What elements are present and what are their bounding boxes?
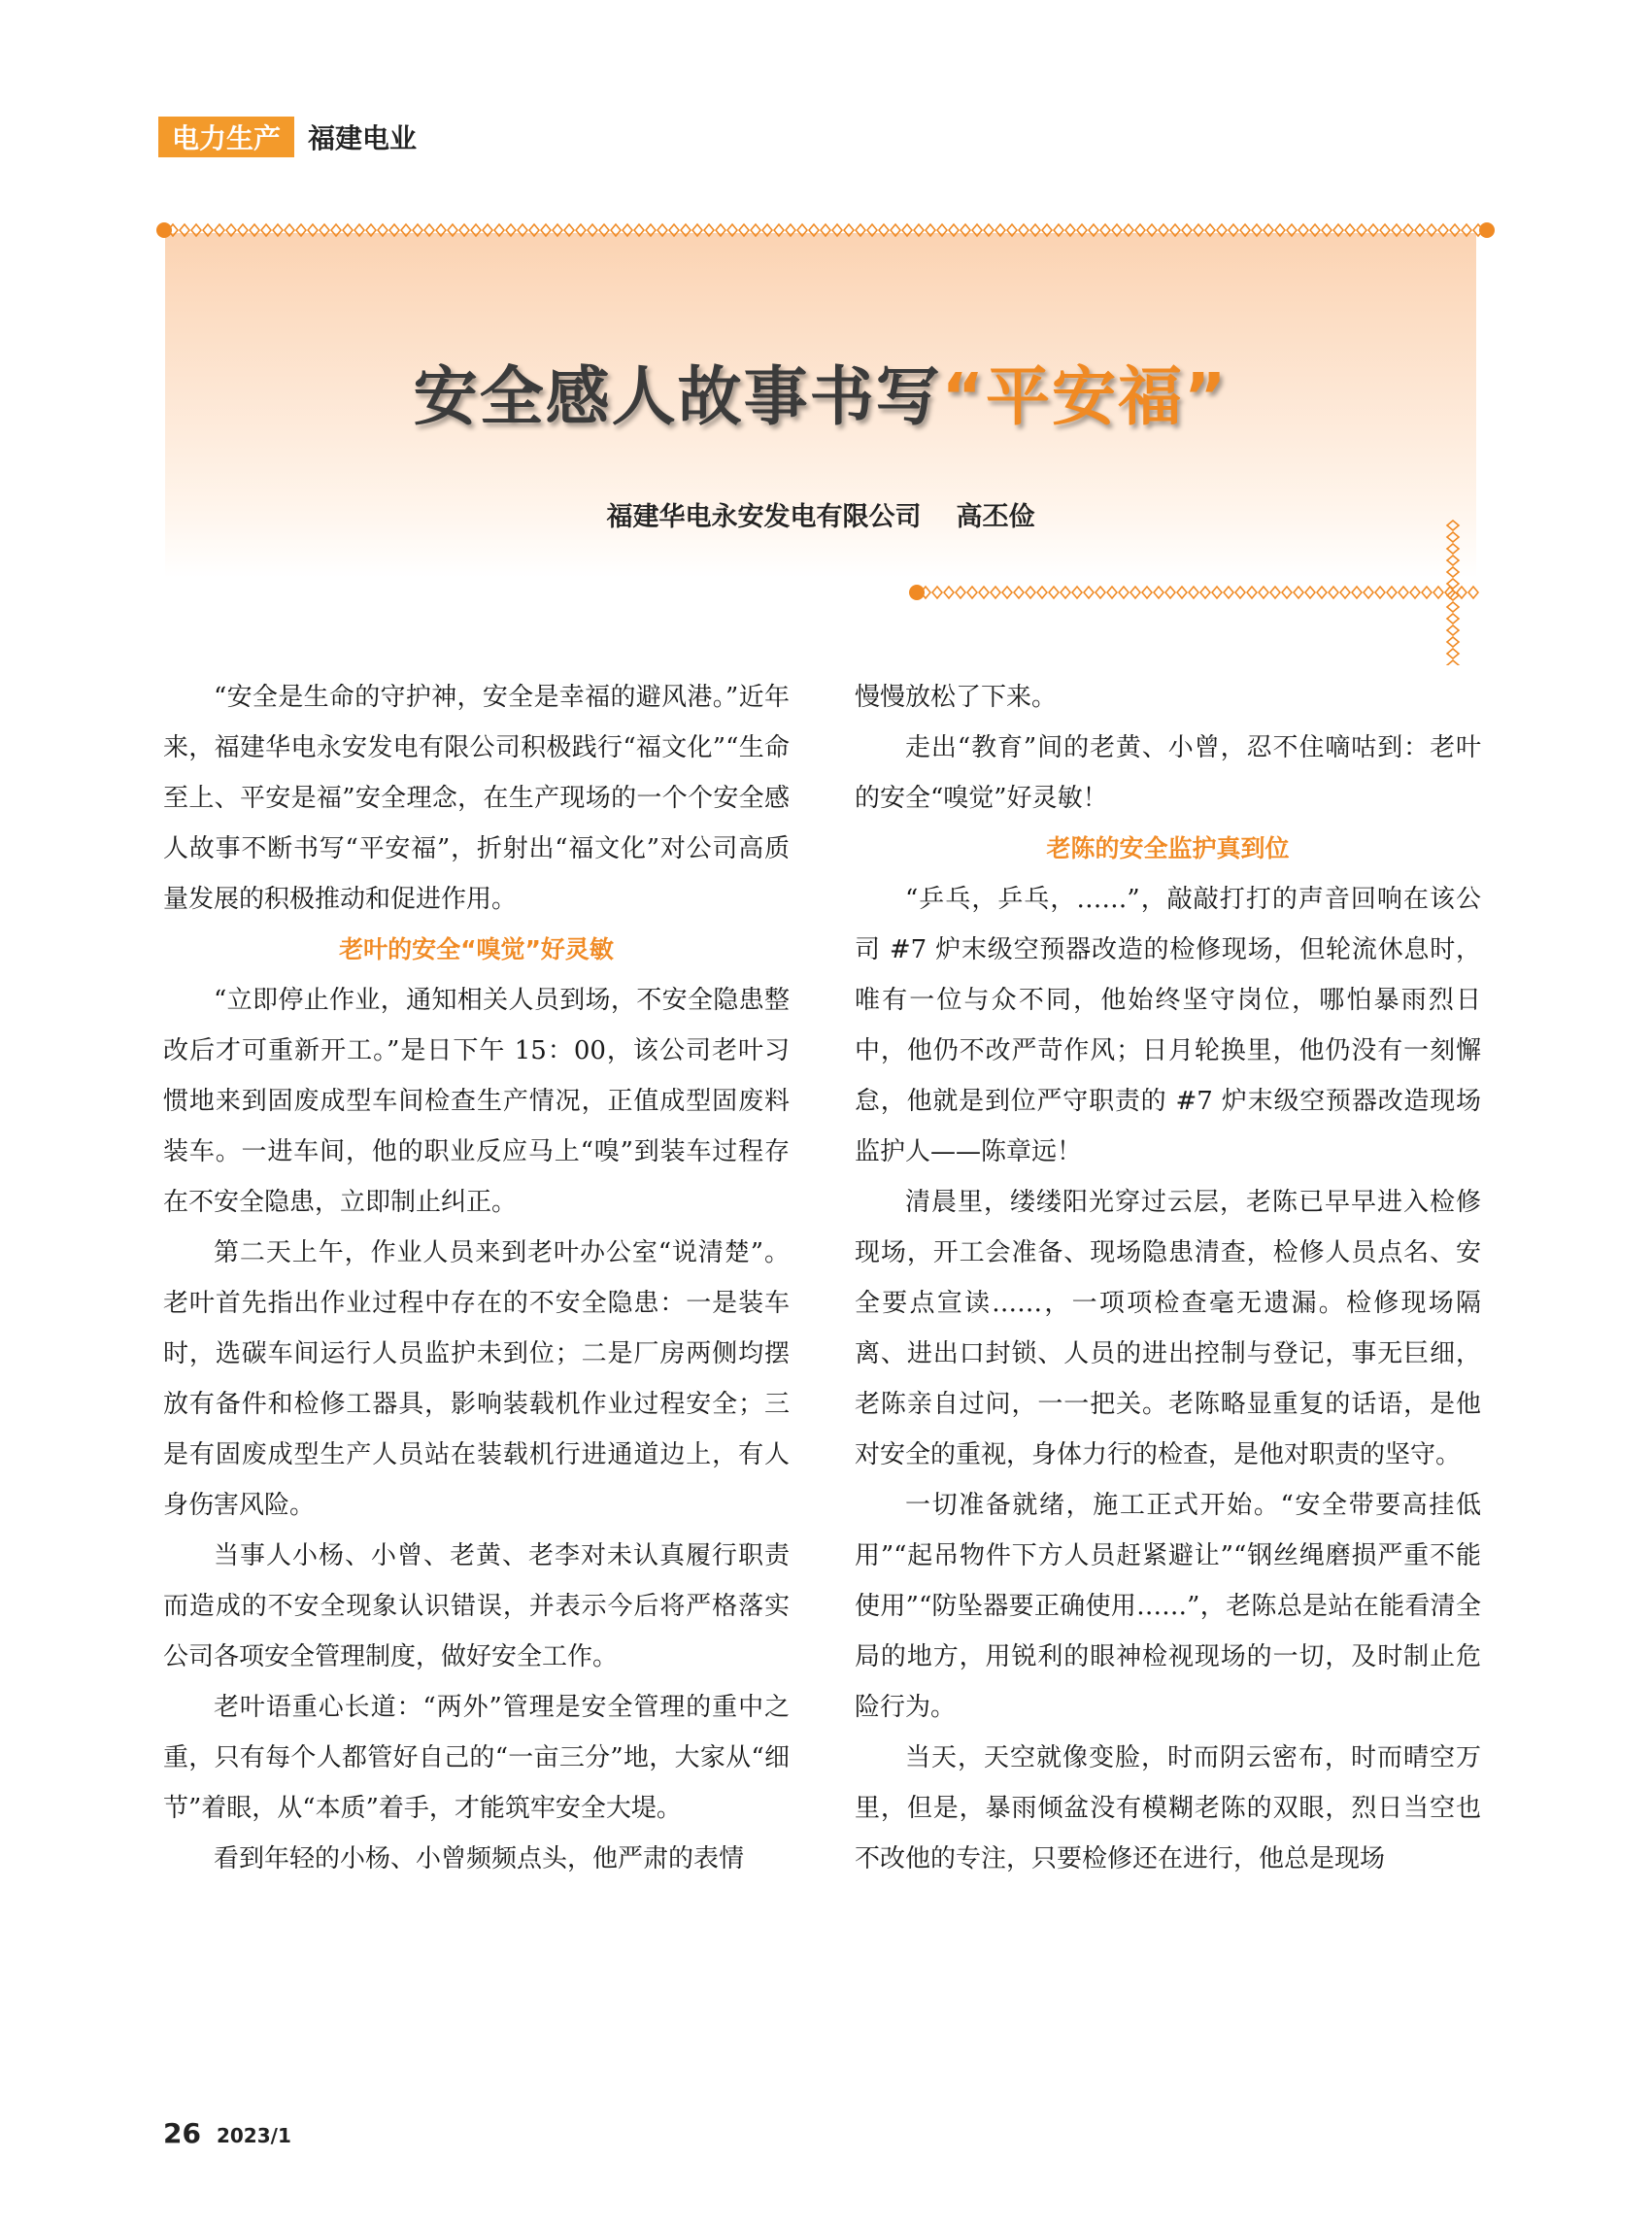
paragraph: 当事人小杨、小曾、老黄、老李对未认真履行职责而造成的不安全现象认识错误，并表示今后将严格落实公司各项安全管理制度，做好安全工作。	[163, 1541, 790, 1671]
paragraph: 一切准备就绪，施工正式开始。“安全带要高挂低用”“起吊物件下方人员赶紧避让”“钢丝绳磨损严重不能使用”“防坠器要正确使用……”，老陈总是站在能看清全局的地方，用锐利的眼神检视现场的一切，及时制止危险行为。	[855, 1491, 1481, 1722]
bottom-decorative-chain	[908, 581, 1491, 604]
section-heading: 老陈的安全监护真到位	[1046, 834, 1290, 862]
paragraph: “立即停止作业，通知相关人员到场，不安全隐患整改后才可重新开工。”是日下午 15：00，该公司老叶习惯地来到固废成型车间检查生产情况，正值成型固废料装车。一进车间，他的职业反应马上“嗅”到装车过程存在不安全隐患，立即制止纠正。	[163, 986, 790, 1217]
paragraph: “乒乓，乒乓，……”，敲敲打打的声音回响在该公司 #7 炉末级空预器改造的检修现场，但轮流休息时，唯有一位与众不同，他始终坚守岗位，哪怕暴雨烈日中，他仍不改严苛作风；日月轮换里，他仍没有一刻懈怠，他就是到位严守职责的 #7 炉末级空预器改造现场监护人——陈章远！	[855, 885, 1481, 1166]
paragraph: 慢慢放松了下来。	[855, 683, 1058, 712]
byline	[165, 495, 1476, 533]
left-column	[163, 672, 790, 1884]
page-number: 26	[163, 2117, 201, 2149]
paragraph: 第二天上午，作业人员来到老叶办公室“说清楚”。老叶首先指出作业过程中存在的不安全隐患：一是装车时，选碳车间运行人员监护未到位；二是厂房两侧均摆放有备件和检修工器具，影响装载机作业过程安全；三是有固废成型生产人员站在装载机行进通道边上，有人身伤害风险。	[163, 1238, 790, 1520]
page-footer	[163, 2117, 291, 2149]
paragraph: 看到年轻的小杨、小曾频频点头，他严肃的表情	[214, 1844, 745, 1873]
paragraph: “安全是生命的守护神，安全是幸福的避风港。”近年来，福建华电永安发电有限公司积极践行“福文化”“生命至上、平安是福”安全理念，在生产现场的一个个安全感人故事不断书写“平安福”，折射出“福文化”对公司高质量发展的积极推动和促进作用。	[163, 683, 790, 914]
author-name: 高丕俭	[956, 502, 1035, 532]
section-heading: 老叶的安全“嗅觉”好灵敏	[339, 935, 614, 963]
title-highlight: “平安福”	[941, 359, 1229, 434]
title-main: 安全感人故事书写	[413, 359, 942, 434]
paragraph: 清晨里，缕缕阳光穿过云层，老陈已早早进入检修现场，开工会准备、现场隐患清查，检修人员点名、安全要点宣读……，一项项检查毫无遗漏。检修现场隔离、进出口封锁、人员的进出控制与登记，事无巨细，老陈亲自过问，一一把关。老陈略显重复的话语，是他对安全的重视，身体力行的检查，是他对职责的坚守。	[855, 1188, 1481, 1469]
right-column	[855, 672, 1481, 1884]
author-organization: 福建华电永安发电有限公司	[606, 502, 922, 532]
publication-name: 福建电业	[308, 122, 418, 154]
paragraph: 走出“教育”间的老黄、小曾，忍不住嘀咕到：老叶的安全“嗅觉”好灵敏！	[855, 733, 1481, 813]
section-label: 电力生产	[158, 117, 294, 157]
paragraph: 当天，天空就像变脸，时而阴云密布，时而晴空万里，但是，暴雨倾盆没有模糊老陈的双眼，烈日当空也不改他的专注，只要检修还在进行，他总是现场	[855, 1743, 1481, 1873]
paragraph: 老叶语重心长道：“两外”管理是安全管理的重中之重，只有每个人都管好自己的“一亩三分”地，大家从“细节”着眼，从“本质”着手，才能筑牢安全大堤。	[163, 1693, 790, 1823]
article-title	[165, 345, 1476, 437]
section-tag	[158, 117, 417, 157]
issue-number: 2023/1	[216, 2124, 291, 2147]
